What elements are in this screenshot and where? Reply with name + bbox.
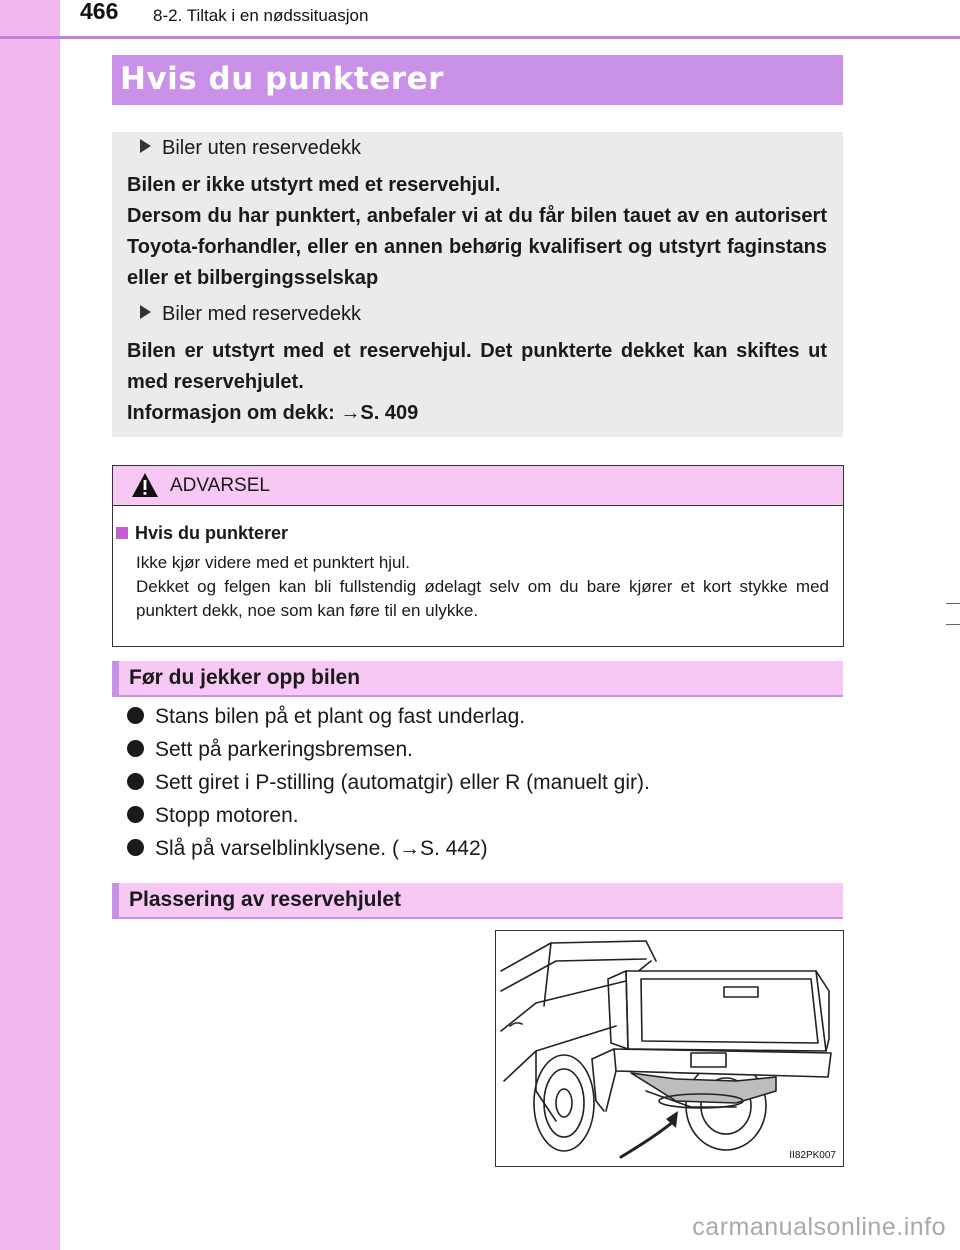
warning-body bbox=[136, 551, 829, 623]
subheading-title: Før du jekker opp bilen bbox=[129, 666, 361, 689]
bullet-dot-icon bbox=[127, 773, 144, 790]
warning-box bbox=[112, 465, 844, 647]
list-item: Sett giret i P-stilling (automatgir) eller R (manuelt gir). bbox=[127, 771, 650, 804]
subheading-bar bbox=[112, 883, 119, 917]
case-line: Dersom du har punktert, anbefaler vi at du får bilen tauet av en autorisert Toyota-forhandler, eller en annen behørig kvalifisert og utstyrt faginstans eller et bilbergingsselskap bbox=[127, 205, 827, 289]
bullet-dot-icon bbox=[127, 806, 144, 823]
triangle-right-icon bbox=[140, 139, 151, 153]
subheading-spare-location bbox=[112, 883, 843, 919]
bullet-dot-icon bbox=[127, 707, 144, 724]
warning-label: ADVARSEL bbox=[170, 475, 270, 496]
header-rule bbox=[0, 36, 960, 39]
warning-header bbox=[113, 466, 843, 506]
case-line: Informasjon om dekk: →S. 409 bbox=[127, 402, 419, 424]
subheading-before-jacking bbox=[112, 661, 843, 697]
chapter-title: 8-2. Tiltak i en nødssituasjon bbox=[153, 6, 369, 25]
info-box bbox=[112, 132, 843, 437]
list-item: Stans bilen på et plant og fast underlag. bbox=[127, 705, 650, 738]
bullet-list bbox=[127, 705, 650, 870]
warning-triangle-icon bbox=[131, 472, 159, 498]
bullet-dot-icon bbox=[127, 740, 144, 757]
truck-rear-illustration bbox=[496, 931, 843, 1166]
case-line: Bilen er utstyrt med et reservehjul. Det punkterte dekket kan skiftes ut med reservehjulet. bbox=[127, 340, 827, 393]
warning-title: Hvis du punkterer bbox=[116, 523, 288, 544]
side-color-strip bbox=[0, 0, 60, 1250]
figure-code: II82PK007 bbox=[789, 1150, 836, 1161]
case-heading: Biler uten reservedekk bbox=[140, 137, 361, 160]
case-heading: Biler med reservedekk bbox=[140, 303, 361, 326]
case-line: Bilen er ikke utstyrt med et reservehjul. bbox=[127, 174, 501, 196]
warning-line: Dekket og felgen kan bli fullstendig ødelagt selv om du bare kjører et kort stykke med punktert dekk, noe som kan føre til en ulykke. bbox=[136, 577, 829, 620]
subheading-title: Plassering av reservehjulet bbox=[129, 888, 401, 911]
bullet-dot-icon bbox=[127, 839, 144, 856]
case-text bbox=[127, 170, 827, 294]
section-title: Hvis du punkterer bbox=[120, 61, 444, 97]
section-banner bbox=[112, 55, 843, 105]
triangle-right-icon bbox=[140, 305, 151, 319]
warning-line: Ikke kjør videre med et punktert hjul. bbox=[136, 553, 411, 572]
watermark: carmanualsonline.info bbox=[692, 1213, 946, 1241]
case-text bbox=[127, 336, 827, 429]
square-bullet-icon bbox=[116, 527, 128, 539]
list-item: Sett på parkeringsbremsen. bbox=[127, 738, 650, 771]
list-item: Stopp motoren. bbox=[127, 804, 650, 837]
subheading-bar bbox=[112, 661, 119, 695]
margin-tick bbox=[946, 624, 960, 625]
spare-wheel-figure bbox=[495, 930, 844, 1167]
page-number: 466 bbox=[80, 0, 119, 24]
list-item: Slå på varselblinklysene. (→S. 442) bbox=[127, 837, 650, 870]
margin-tick bbox=[946, 603, 960, 604]
